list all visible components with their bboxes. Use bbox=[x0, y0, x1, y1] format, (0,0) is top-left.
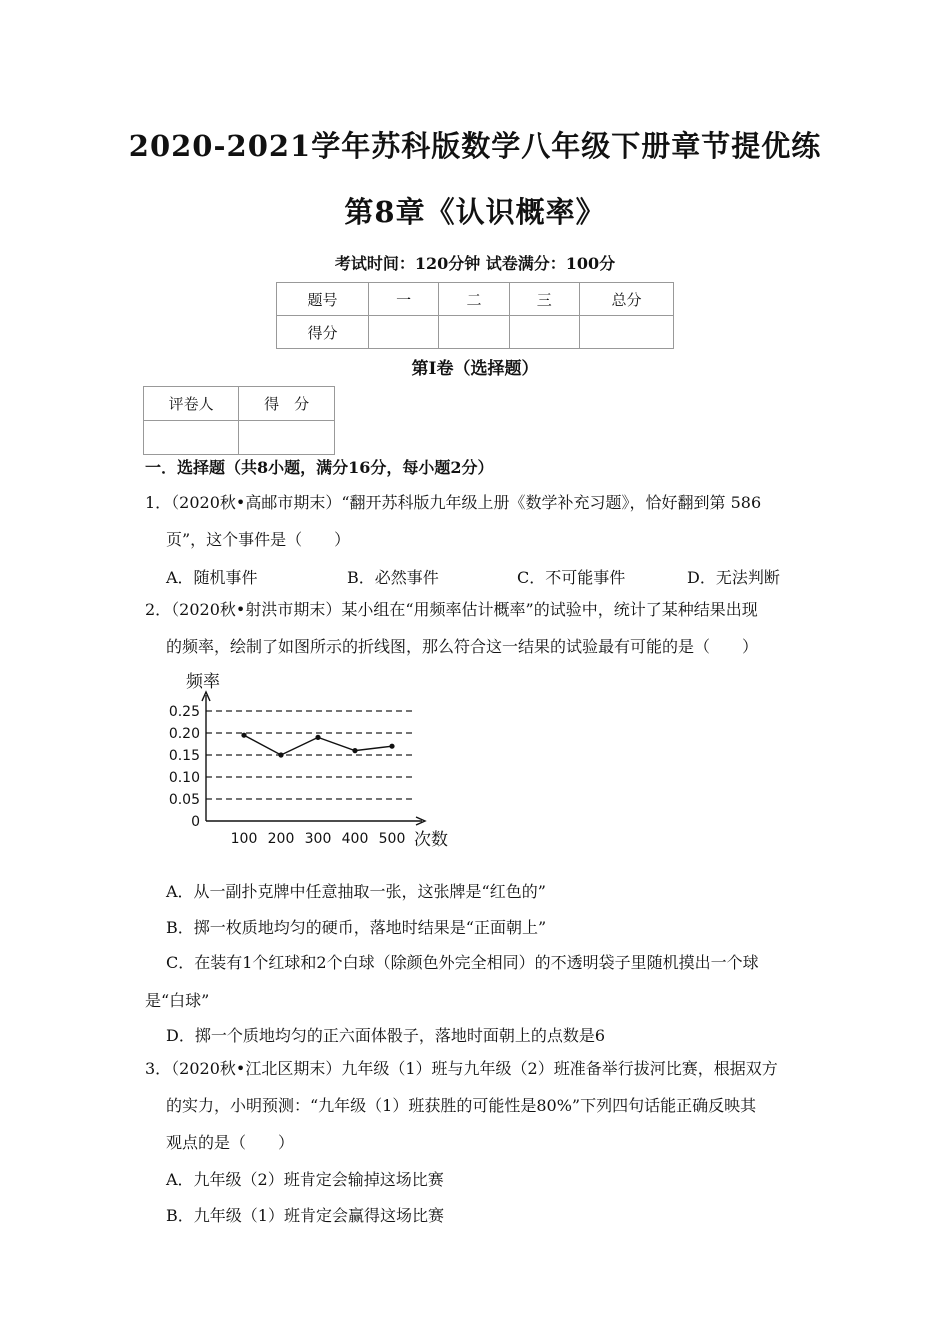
document-title-line2: 第8章《认识概率》 bbox=[344, 195, 606, 229]
q3-option-a: A．九年级（2）班肯定会输掉这场比赛 bbox=[166, 1170, 444, 1189]
score-table-cell: 得分 bbox=[277, 316, 369, 349]
score-table-cell bbox=[579, 316, 673, 349]
chart-ytick-label: 0.05 bbox=[168, 792, 200, 808]
grader-table bbox=[143, 386, 335, 455]
q1-stem-line1: 1．（2020秋•高邮市期末）“翻开苏科版九年级上册《数学补充习题》，恰好翻到第 586 bbox=[145, 493, 762, 512]
grader-table-cell: 评卷人 bbox=[144, 387, 239, 421]
score-table-cell bbox=[509, 316, 579, 349]
chart-xlabel: 次数 bbox=[414, 830, 448, 850]
q3-stem-line1: 3．（2020秋•江北区期末）九年级（1）班与九年级（2）班准备举行拔河比赛，根据双方 bbox=[145, 1059, 778, 1078]
chart-data-point bbox=[352, 748, 357, 753]
q1-option-d: D．无法判断 bbox=[687, 568, 780, 587]
volume-title: 第Ⅰ卷（选择题） bbox=[411, 359, 539, 379]
score-table bbox=[276, 282, 674, 349]
chart-xtick-label: 500 bbox=[378, 831, 406, 847]
q1-option-b: B．必然事件 bbox=[347, 568, 439, 587]
q3-option-b: B．九年级（1）班肯定会赢得这场比赛 bbox=[166, 1206, 444, 1225]
chart-data-point bbox=[315, 735, 320, 740]
score-table-cell: 二 bbox=[439, 283, 509, 316]
score-table-cell: 三 bbox=[509, 283, 579, 316]
q2-option-c-line1: C．在装有1个红球和2个白球（除颜色外完全相同）的不透明袋子里随机摸出一个球 bbox=[166, 953, 759, 972]
chart-xtick-label: 300 bbox=[304, 831, 332, 847]
grader-table-cell bbox=[239, 421, 335, 455]
q3-stem-line2: 的实力，小明预测：“九年级（1）班获胜的可能性是80%”下列四句话能正确反映其 bbox=[166, 1096, 757, 1115]
q3-stem-line3: 观点的是（ ） bbox=[166, 1133, 295, 1152]
score-table-cell: 题号 bbox=[277, 283, 369, 316]
score-table-cell bbox=[369, 316, 439, 349]
chart-xtick-label: 400 bbox=[341, 831, 369, 847]
exam-info: 考试时间：120分钟 试卷满分：100分 bbox=[334, 254, 616, 273]
chart-data-point bbox=[278, 752, 283, 757]
frequency-line-chart bbox=[150, 665, 470, 855]
q2-option-d: D．掷一个质地均匀的正六面体骰子，落地时面朝上的点数是6 bbox=[166, 1026, 606, 1045]
q2-option-b: B．掷一枚质地均匀的硬币，落地时结果是“正面朝上” bbox=[166, 918, 547, 937]
score-table-cell: 总分 bbox=[579, 283, 673, 316]
chart-ylabel: 频率 bbox=[186, 672, 220, 692]
chart-xtick-label: 200 bbox=[267, 831, 295, 847]
chart-data-point bbox=[389, 744, 394, 749]
q2-option-a: A．从一副扑克牌中任意抽取一张，这张牌是“红色的” bbox=[166, 882, 546, 901]
document-title-line1: 2020-2021学年苏科版数学八年级下册章节提优练 bbox=[128, 129, 822, 163]
score-table-cell: 一 bbox=[369, 283, 439, 316]
chart-ytick-label: 0.15 bbox=[168, 748, 200, 764]
q2-stem-line2: 的频率，绘制了如图所示的折线图，那么符合这一结果的试验最有可能的是（ ） bbox=[166, 637, 759, 656]
grader-table-cell bbox=[144, 421, 239, 455]
q2-option-c-line2: 是“白球” bbox=[145, 991, 210, 1010]
chart-ytick-label: 0.20 bbox=[168, 726, 200, 742]
chart-data-point bbox=[241, 733, 246, 738]
chart-ytick-label: 0 bbox=[191, 814, 200, 830]
chart-ytick-label: 0.10 bbox=[168, 770, 200, 786]
q1-option-c: C．不可能事件 bbox=[517, 568, 626, 587]
q1-stem-line2: 页”，这个事件是（ ） bbox=[166, 530, 351, 549]
section-heading: 一．选择题（共8小题，满分16分，每小题2分） bbox=[145, 458, 494, 477]
grader-table-cell: 得 分 bbox=[239, 387, 335, 421]
chart-ytick-label: 0.25 bbox=[168, 704, 200, 720]
q2-stem-line1: 2．（2020秋•射洪市期末）某小组在“用频率估计概率”的试验中，统计了某种结果出现 bbox=[145, 600, 758, 619]
q1-option-a: A．随机事件 bbox=[166, 568, 258, 587]
score-table-cell bbox=[439, 316, 509, 349]
chart-xtick-label: 100 bbox=[230, 831, 258, 847]
